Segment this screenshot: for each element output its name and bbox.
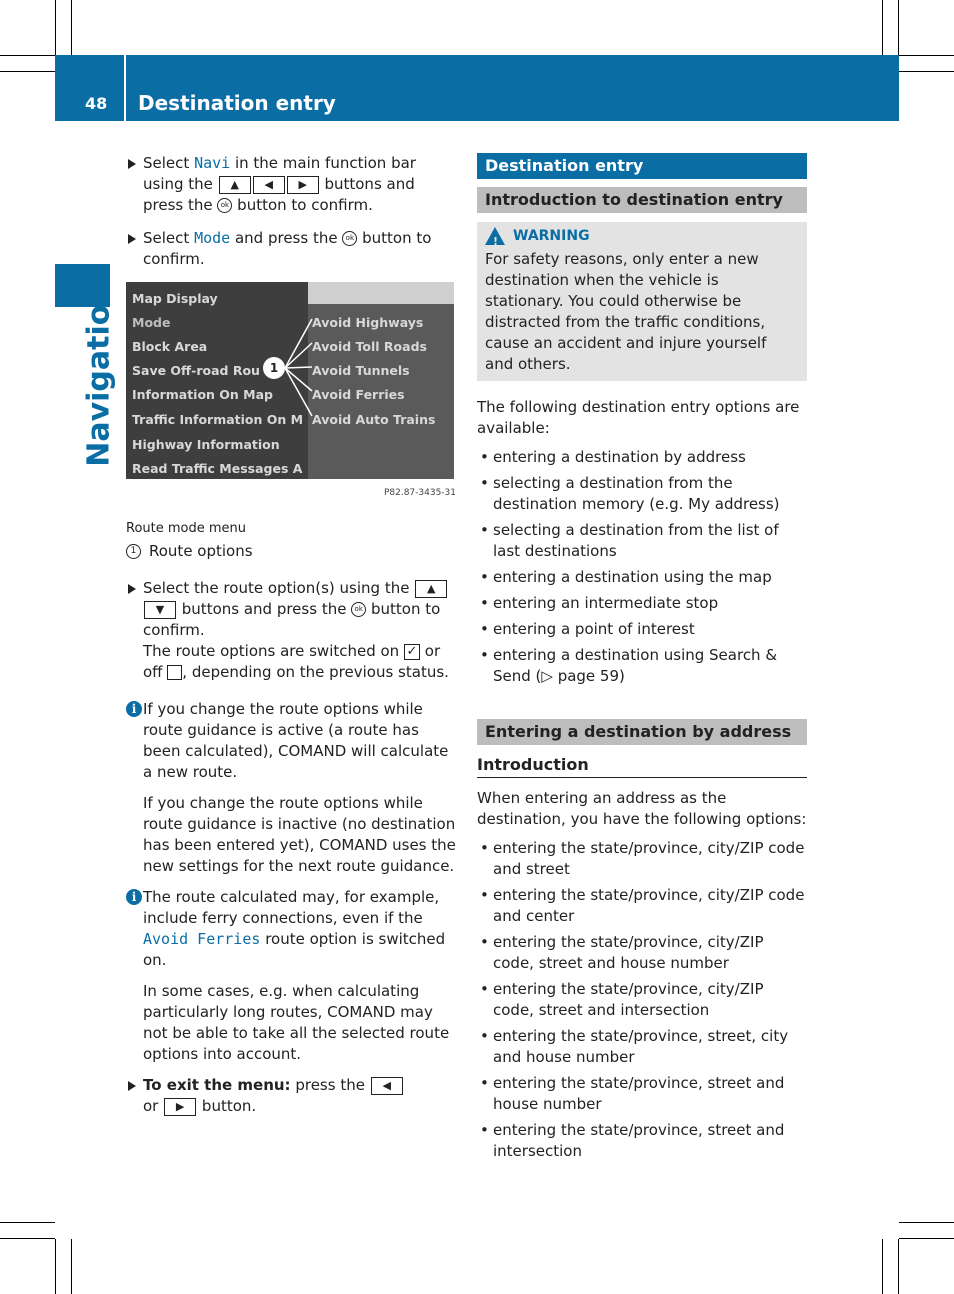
list-item: • entering the state/province, city/ZIP code and street [477, 838, 807, 880]
warning-box: ! WARNING For safety reasons, only enter a new destination when the vehicle is stationary. You could otherwise be distracted from the traffic conditions, cause an accident and injure yourself and others. [477, 222, 807, 381]
side-tab-label: Navigation [81, 283, 117, 467]
code-mode: Mode [194, 229, 231, 247]
list-item: • entering a destination using the map [477, 567, 807, 588]
route-option: Avoid Ferries [312, 387, 405, 402]
info-icon: i [126, 889, 142, 905]
crop-mark [899, 1222, 954, 1223]
menu-item: Traffic Information On M [132, 412, 304, 427]
warning-icon: ! [485, 227, 505, 245]
list-item: • entering the state/province, city/ZIP code, street and intersection [477, 979, 807, 1021]
ok-button-icon: ok [351, 602, 366, 617]
crop-mark [0, 71, 55, 72]
instruction-step-2: Select Mode and press the ok button to confirm. [126, 228, 456, 270]
callout-marker: 1 [263, 357, 285, 379]
page-header [55, 55, 899, 121]
down-key-icon: ▼ [144, 601, 176, 619]
ok-button-icon: ok [217, 198, 232, 213]
route-option: Avoid Tunnels [312, 363, 410, 378]
options-list [477, 447, 807, 687]
warning-text: For safety reasons, only enter a new destination when the vehicle is stationary. You could otherwise be distracted from the traffic conditions, cause an accident and injure yourself and others. [485, 250, 767, 373]
crop-mark [899, 55, 954, 56]
route-option: Avoid Auto Trains [312, 412, 436, 427]
info-icon: i [126, 701, 142, 717]
crop-mark [898, 1239, 899, 1294]
instruction-step-1: Select Navi in the main function bar using the ▲ ◀ ▶ buttons and press the ok button to confirm. [126, 153, 456, 216]
subsection-heading: Introduction to destination entry [477, 187, 807, 213]
callout-number-icon: 1 [126, 544, 141, 559]
list-item: • selecting a destination from the destination memory (e.g. My address) [477, 473, 807, 515]
section-heading: Destination entry [477, 153, 807, 179]
ok-button-icon: ok [342, 231, 357, 246]
intro-text: The following destination entry options are available: [477, 398, 800, 437]
figure-caption: Route mode menu [126, 521, 247, 536]
section-title: Destination entry [138, 91, 336, 115]
list-item: • entering a point of interest [477, 619, 807, 640]
step-arrow-icon [128, 159, 136, 169]
instruction-step-3: Select the route option(s) using the ▲▼ buttons and press the ok button to confirm. The route options are switched on ✓ or off , depending on the previous status. [126, 578, 456, 683]
instruction-step-4: To exit the menu: press the ◀ or ▶ button. [126, 1075, 456, 1117]
crop-mark [0, 1222, 55, 1223]
right-column [477, 153, 807, 1167]
list-item: • entering the state/province, street, city and house number [477, 1026, 807, 1068]
step-arrow-icon [128, 234, 136, 244]
callout-legend: 1 Route options [126, 541, 456, 562]
crop-mark [899, 71, 954, 72]
crop-mark [0, 55, 55, 56]
checkbox-empty-icon [167, 665, 182, 680]
code-avoid-ferries: Avoid Ferries [143, 930, 261, 948]
up-key-icon: ▲ [415, 580, 447, 598]
menu-item: Read Traffic Messages A [132, 461, 303, 476]
route-mode-screenshot [126, 282, 454, 479]
image-code: P82.87-3435-31 [383, 488, 456, 498]
list-item: • entering a destination by address [477, 447, 807, 468]
crop-mark [882, 0, 883, 55]
checkbox-checked-icon: ✓ [404, 644, 420, 660]
crop-mark [882, 1239, 883, 1294]
subsection-heading: Entering a destination by address [477, 719, 807, 745]
info-note-2: i The route calculated may, for example, include ferry connections, even if the Avoid Ferries route option is switched on. In some cases, e.g. when calculating particularly long routes, COMAND may not be able to take all the selected route options into account. [126, 887, 456, 1065]
crop-mark [898, 0, 899, 55]
step-arrow-icon [128, 1081, 136, 1091]
crop-mark [0, 1238, 55, 1239]
menu-item: Mode [132, 315, 171, 330]
right-key-icon: ▶ [164, 1098, 196, 1116]
list-item: • entering an intermediate stop [477, 593, 807, 614]
menu-item: Information On Map [132, 387, 273, 402]
list-item: • entering a destination using Search & Send (▷ page 59) [477, 645, 807, 687]
crop-mark [71, 0, 72, 55]
route-option: Avoid Highways [312, 315, 424, 330]
left-key-icon: ◀ [253, 176, 285, 194]
menu-item: Map Display [132, 291, 218, 306]
menu-item: Highway Information [132, 437, 280, 452]
header-divider [124, 55, 126, 121]
up-key-icon: ▲ [219, 176, 251, 194]
address-options-list [477, 838, 807, 1162]
list-item: • selecting a destination from the list of last destinations [477, 520, 807, 562]
menu-item: Save Off-road Rou [132, 363, 260, 378]
list-item: • entering the state/province, city/ZIP code, street and house number [477, 932, 807, 974]
introduction-heading: Introduction [477, 754, 807, 778]
list-item: • entering the state/province, street and intersection [477, 1120, 807, 1162]
crop-mark [55, 0, 56, 55]
crop-mark [899, 1238, 954, 1239]
step-arrow-icon [128, 584, 136, 594]
list-item: • entering the state/province, street and house number [477, 1073, 807, 1115]
intro-text: When entering an address as the destination, you have the following options: [477, 789, 807, 828]
route-option: Avoid Toll Roads [312, 339, 427, 354]
crop-mark [55, 1239, 56, 1294]
page-number: 48 [85, 94, 108, 113]
crop-mark [71, 1239, 72, 1294]
info-note-1: i If you change the route options while route guidance is active (a route has been calculated), COMAND will calculate a new route. If you change the route options while route guidance is inactive (no destination has been entered yet), COMAND uses the new settings for the next route guidance. [126, 699, 456, 877]
left-key-icon: ◀ [371, 1077, 403, 1095]
right-key-icon: ▶ [287, 176, 319, 194]
menu-item: Block Area [132, 339, 208, 354]
left-column [126, 153, 456, 1129]
code-navi: Navi [194, 154, 231, 172]
list-item: • entering the state/province, city/ZIP code and center [477, 885, 807, 927]
